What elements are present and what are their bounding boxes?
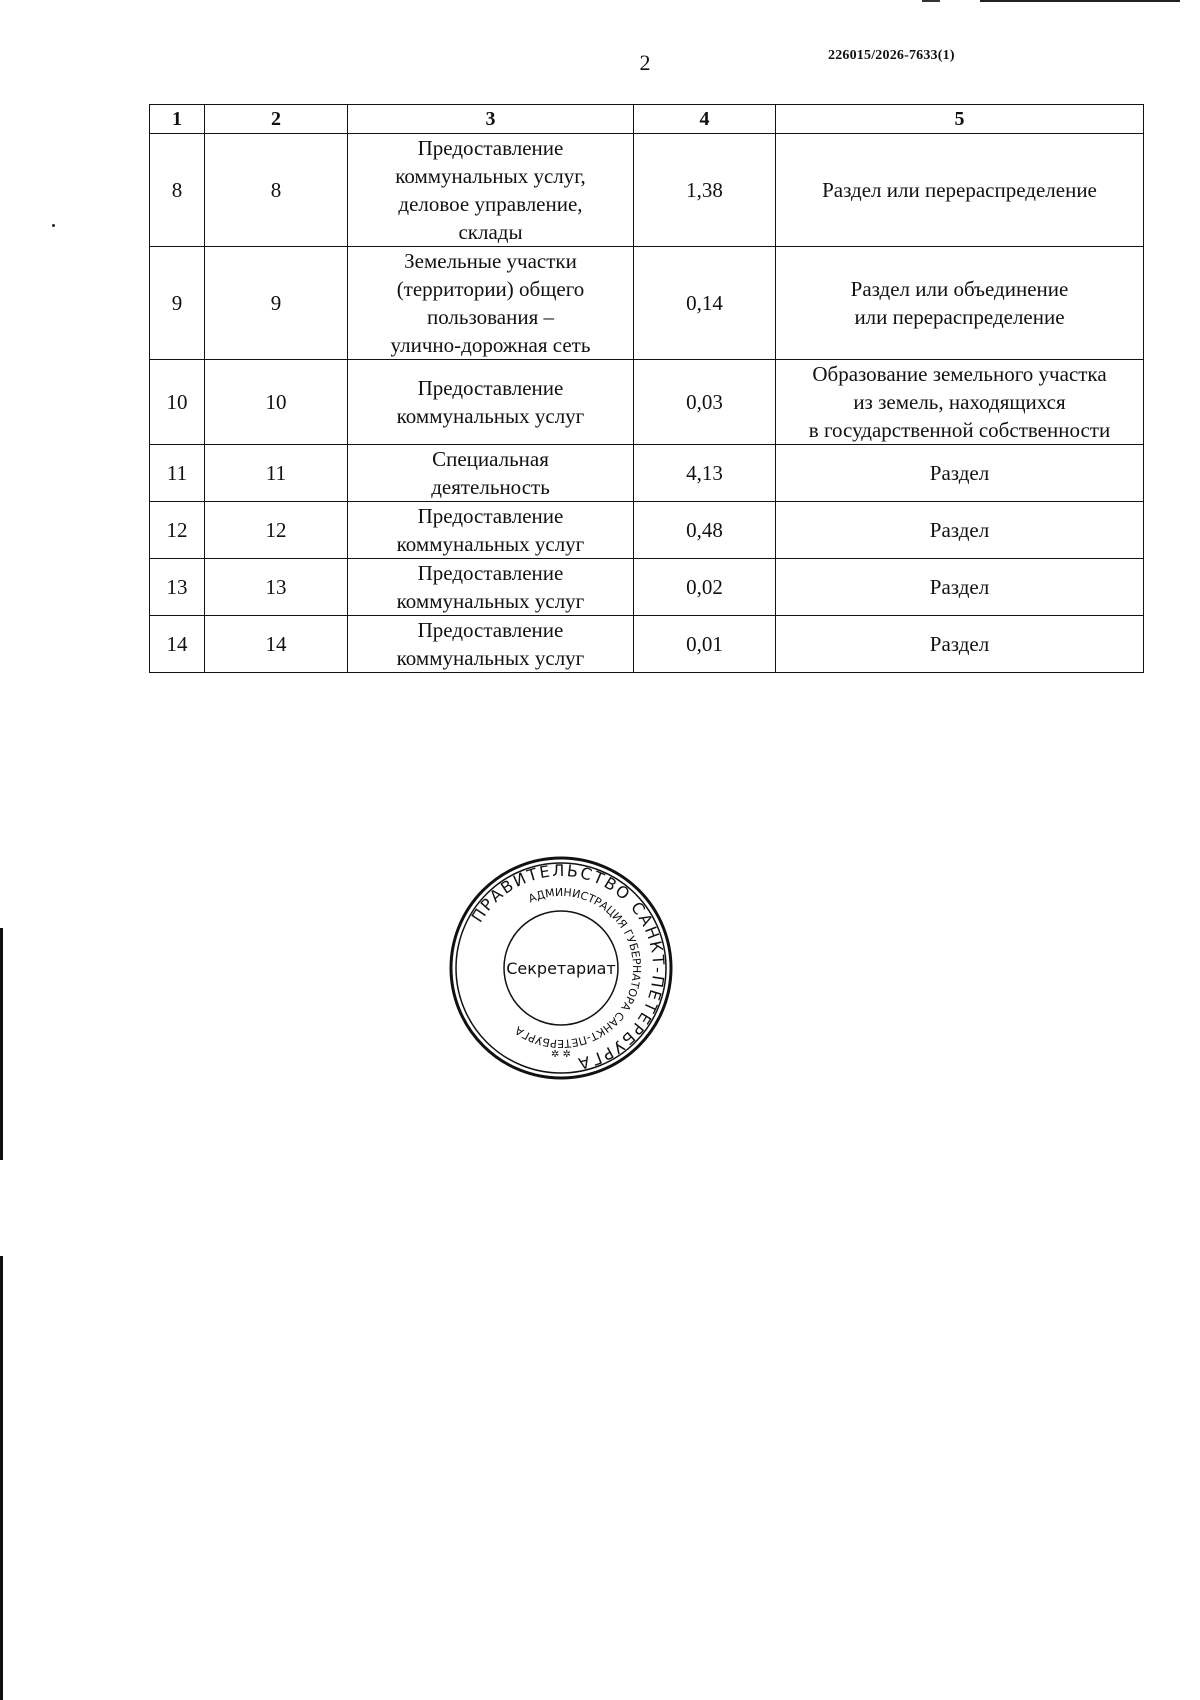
cell-line: Раздел или объединение <box>850 277 1069 301</box>
cell-line: улично-дорожная сеть <box>390 333 591 357</box>
table-cell-col-3 <box>348 559 634 616</box>
scan-edge-line <box>0 1256 3 1700</box>
table-cell-col-3 <box>348 502 634 559</box>
stamp-ornament: ✲ ✲ <box>551 1049 571 1060</box>
cell-line: Предоставление <box>417 136 564 160</box>
table-cell-col-3 <box>348 616 634 673</box>
table-row <box>150 134 1144 247</box>
table-cell-col-2: 13 <box>205 559 348 616</box>
cell-line: коммунальных услуг <box>396 589 585 613</box>
table-row <box>150 360 1144 445</box>
header-col-4: 4 <box>634 105 776 134</box>
cell-line: Раздел <box>929 461 990 485</box>
cell-line: коммунальных услуг <box>396 532 585 556</box>
table-cell-col-4: 0,02 <box>634 559 776 616</box>
scan-edge-line <box>0 928 3 1160</box>
table-cell-col-1: 12 <box>150 502 205 559</box>
cell-line: Раздел <box>929 518 990 542</box>
table-cell-col-5 <box>776 445 1144 502</box>
cell-line: (территории) общего <box>396 277 585 301</box>
header-col-3: 3 <box>348 105 634 134</box>
stamp-outer-text: ПРАВИТЕЛЬСТВО САНКТ-ПЕТЕРБУРГА <box>467 860 669 1074</box>
cell-line: коммунальных услуг <box>396 404 585 428</box>
table-cell-col-1: 14 <box>150 616 205 673</box>
cell-line: из земель, находящихся <box>853 390 1066 414</box>
document-code: 226015/2026-7633(1) <box>828 48 955 63</box>
table-row <box>150 502 1144 559</box>
header-col-1: 1 <box>150 105 205 134</box>
table-row <box>150 445 1144 502</box>
table-cell-col-3 <box>348 247 634 360</box>
cell-line: Специальная <box>432 447 549 471</box>
top-rule <box>980 0 1180 2</box>
table-body <box>150 134 1144 673</box>
cell-line: Предоставление <box>417 561 564 585</box>
table-row <box>150 616 1144 673</box>
table-cell-col-2: 10 <box>205 360 348 445</box>
scan-speck <box>52 224 55 227</box>
table-cell-col-1: 8 <box>150 134 205 247</box>
cell-line: Образование земельного участка <box>812 362 1107 386</box>
cell-line: Раздел или перераспределение <box>822 178 1097 202</box>
table-cell-col-3 <box>348 134 634 247</box>
table-row <box>150 559 1144 616</box>
cell-line: или перераспределение <box>854 305 1065 329</box>
table-header-row <box>150 105 1144 134</box>
table-cell-col-2: 9 <box>205 247 348 360</box>
table-cell-col-5 <box>776 559 1144 616</box>
table-cell-col-1: 13 <box>150 559 205 616</box>
cell-line: деятельность <box>431 475 550 499</box>
top-rule-small <box>922 0 940 2</box>
cell-line: Предоставление <box>417 504 564 528</box>
header-col-2: 2 <box>205 105 348 134</box>
table-cell-col-1: 9 <box>150 247 205 360</box>
table-cell-col-2: 12 <box>205 502 348 559</box>
stamp-center-text: Секретариат <box>506 959 616 978</box>
cell-line: в государственной собственности <box>808 418 1111 442</box>
page-number: 2 <box>639 50 651 75</box>
land-plots-table <box>149 104 1144 673</box>
cell-line: склады <box>458 220 523 244</box>
cell-line: Предоставление <box>417 618 564 642</box>
table-cell-col-2: 14 <box>205 616 348 673</box>
table-cell-col-4: 1,38 <box>634 134 776 247</box>
header-col-5: 5 <box>776 105 1144 134</box>
table-cell-col-4: 0,48 <box>634 502 776 559</box>
cell-line: Раздел <box>929 632 990 656</box>
table-cell-col-1: 11 <box>150 445 205 502</box>
cell-line: деловое управление, <box>398 192 583 216</box>
table-cell-col-4: 4,13 <box>634 445 776 502</box>
table-cell-col-5 <box>776 134 1144 247</box>
table-row <box>150 247 1144 360</box>
cell-line: Земельные участки <box>404 249 577 273</box>
table-cell-col-4: 0,14 <box>634 247 776 360</box>
table-cell-col-1: 10 <box>150 360 205 445</box>
table-cell-col-3 <box>348 360 634 445</box>
table-cell-col-2: 8 <box>205 134 348 247</box>
table-cell-col-5 <box>776 247 1144 360</box>
table-cell-col-3 <box>348 445 634 502</box>
official-stamp <box>448 855 674 1081</box>
cell-line: Предоставление <box>417 376 564 400</box>
stamp-inner-text: АДМИНИСТРАЦИЯ ГУБЕРНАТОРА САНКТ-ПЕТЕРБУРГА <box>512 885 644 1051</box>
table-cell-col-2: 11 <box>205 445 348 502</box>
cell-line: пользования – <box>426 305 555 329</box>
table-cell-col-5 <box>776 360 1144 445</box>
table-cell-col-5 <box>776 616 1144 673</box>
table-cell-col-5 <box>776 502 1144 559</box>
cell-line: коммунальных услуг <box>396 646 585 670</box>
cell-line: коммунальных услуг, <box>395 164 586 188</box>
table-cell-col-4: 0,03 <box>634 360 776 445</box>
cell-line: Раздел <box>929 575 990 599</box>
table-cell-col-4: 0,01 <box>634 616 776 673</box>
